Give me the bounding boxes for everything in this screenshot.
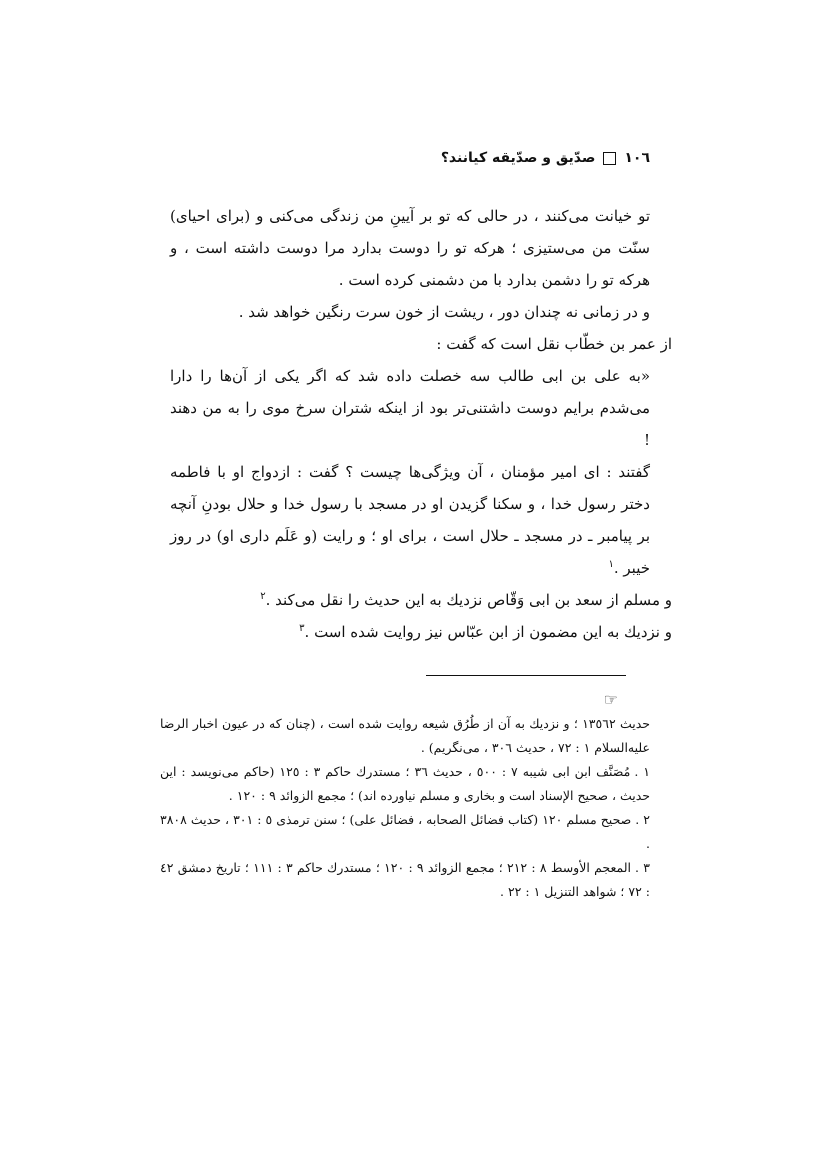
running-header (170, 150, 650, 166)
page-number: ١٠٦ (624, 150, 650, 166)
quote-paragraph-1: «به على بن ابى طالب سه خصلت داده شد كه اگر يكى از آن‌ها را دارا مى‌شدم برايم دوست داشتنى‌تر بود از اينكه شتران سرخ موى را به من دهند ! (170, 367, 650, 449)
footnote-divider (426, 675, 626, 676)
paragraph-7 (170, 616, 672, 648)
paragraph-7-text: و نزديك به اين مضمون از ابن عبّاس نيز روايت شده است . (304, 623, 672, 641)
footnote-ref-3[interactable]: ٣ (299, 623, 305, 634)
paragraph-3: از عمر بن خطّاب نقل است كه گفت : (436, 335, 672, 353)
footnote-2 (160, 808, 650, 856)
footnote-ref-1[interactable]: ١ (608, 559, 614, 570)
square-icon (603, 152, 616, 165)
header-title: صدّيق و صدّيقه كيانند؟ (440, 150, 596, 166)
footnote-hand-icon: ☞ (603, 690, 618, 709)
paragraph-1: تو خيانت مى‌كنند ، در حالى كه تو بر آيينِ من زندگى مى‌كنى و (براى احياى) سنّت من مى‌ستيزى ؛ هركه تو را دوست بدارد مرا دوست داشته است ، و هركه تو را دشمن بدارد با من دشمنى كرده است . (170, 207, 650, 289)
footnote-intro: حديث ١٣٥٦٢ ؛ و نزديك به آن از طُرُق شيعه روايت شده است ، (چنان كه در عيون اخبار الرضا عليه‌السلام ١ : ٧٢ ، حديث ٣٠٦ ، مى‌نگريم) . (160, 716, 651, 755)
footnote-1-number: ١ . (634, 764, 650, 779)
footnote-ref-2[interactable]: ٢ (260, 591, 266, 602)
footnote-1-text: مُصَنَّف ابن ابى شيبه ٧ : ٥٠٠ ، حديث ٣٦ ؛ مستدرك حاكم ٣ : ١٢٥ (حاكم مى‌نويسد : اين حديث ، صحيح الإسناد است و بخارى و مسلم نياورده اند) ؛ مجمع الزوائد ٩ : ١٢٠ . (160, 764, 650, 803)
footnote-2-text: صحيح مسلم ١٢٠ (كتاب فضائل الصحابه ، فضائل على) ؛ سنن ترمذى ٥ : ٣٠١ ، حديث ٣٨٠٨ . (160, 812, 650, 851)
footnotes (160, 712, 650, 904)
footnote-3-text: المعجم الأوسط ٨ : ٢١٢ ؛ مجمع الزوائد ٩ : ١٢٠ ؛ مستدرك حاكم ٣ : ١١١ ؛ تاريخ دمشق ٤٢ : ٧٢ ؛ شواهد التنزيل ١ : ٢٢ . (160, 860, 650, 899)
footnote-3 (160, 856, 650, 904)
footnote-3-number: ٣ . (635, 860, 650, 875)
main-text (170, 200, 672, 648)
footnote-2-number: ٢ . (635, 812, 650, 827)
paragraph-2: و در زمانى نه چندان دور ، ريشت از خون سرت رنگين خواهد شد . (238, 303, 650, 321)
quote-paragraph-2 (170, 456, 650, 584)
quote-paragraph-2-text: گفتند : اى امير مؤمنان ، آن ويژگى‌ها چيست ؟ گفت : ازدواج او با فاطمه دختر رسول خدا ، و سكنا گزيدن او در مسجد با رسول خدا و حلال بودنِ آنچه بر پيامبر ـ در مسجد ـ حلال است ، براى او ؛ و رايت (و عَلَم دارى او) در روز خيبر . (170, 463, 650, 577)
paragraph-6-text: و مسلم از سعد بن ابى وَقّاص نزديك به اين حديث را نقل مى‌كند . (265, 591, 672, 609)
footnote-1 (160, 760, 650, 808)
paragraph-6 (170, 584, 672, 616)
